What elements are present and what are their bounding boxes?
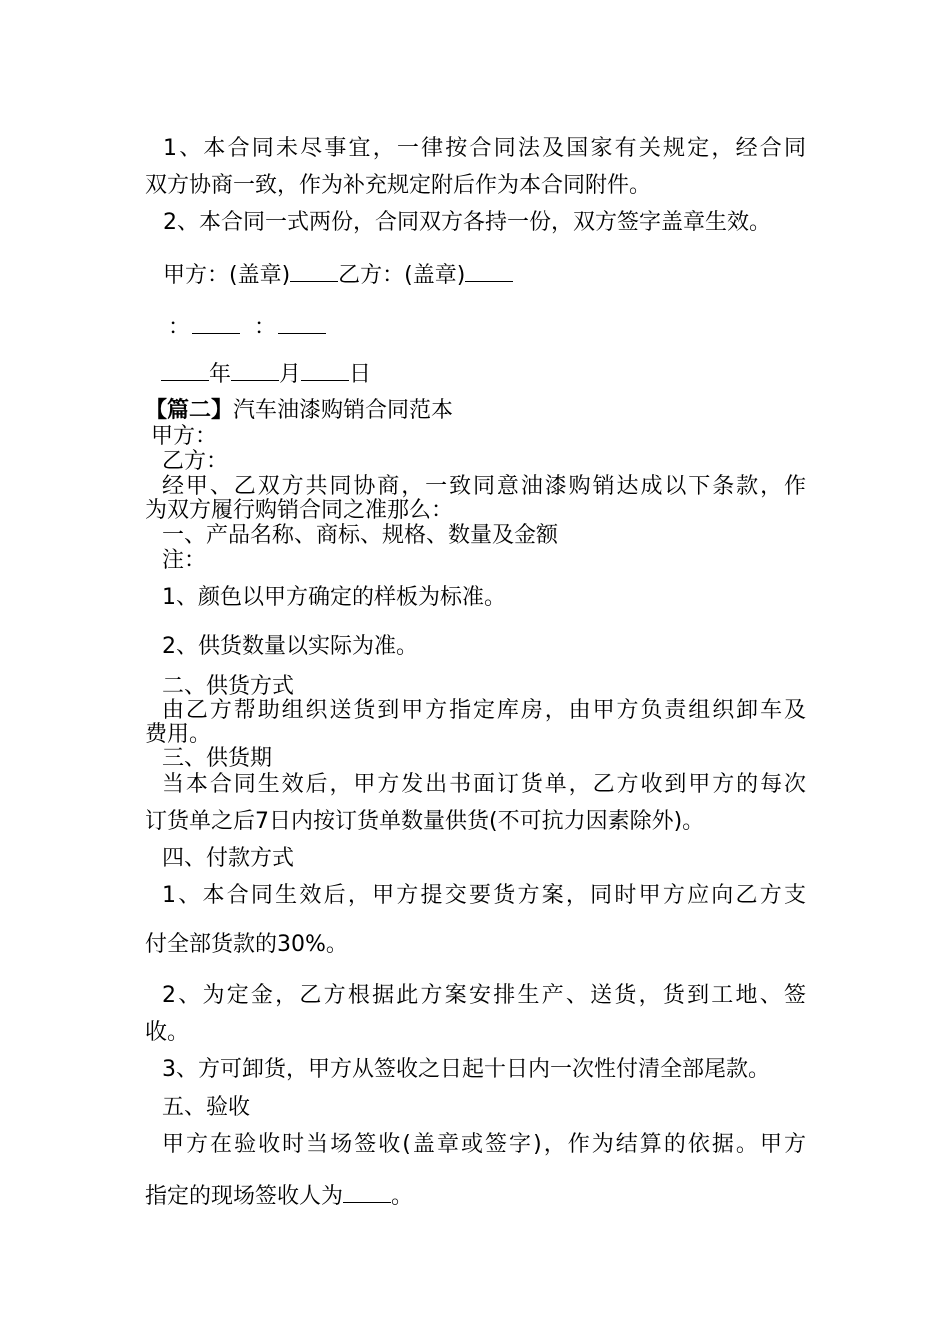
month-blank xyxy=(231,360,279,381)
colon-a: ： xyxy=(168,315,191,340)
title-tag: 篇二 xyxy=(167,398,212,423)
date-line xyxy=(161,360,371,388)
section-3-title: 三、供货期 xyxy=(162,746,273,771)
year-label: 年 xyxy=(209,362,232,387)
section-2-line-1: 由乙方帮助组织送货到甲方指定库房，由甲方负责组织卸车及 xyxy=(162,698,806,723)
representative-b-blank xyxy=(278,313,326,334)
section-4-title: 四、付款方式 xyxy=(162,846,295,871)
year-blank xyxy=(161,360,209,381)
party-b-seal-label: 乙方：(盖章) xyxy=(338,263,466,288)
note-2: 2、供货数量以实际为准。 xyxy=(162,634,418,659)
intro-line-2: 为双方履行购销合同之准那么： xyxy=(145,498,454,523)
clause-1-line-2: 双方协商一致，作为补充规定附后作为本合同附件。 xyxy=(145,173,652,198)
representative-a-blank xyxy=(192,313,240,334)
payment-1-line-2: 付全部货款的30%。 xyxy=(145,932,348,957)
day-blank xyxy=(301,360,349,381)
payment-2-line-1: 2、为定金，乙方根据此方案安排生产、送货，货到工地、签 xyxy=(162,983,806,1008)
title-text: 汽车油漆购销合同范本 xyxy=(233,398,454,423)
payment-1-line-1: 1、本合同生效后，甲方提交要货方案，同时甲方应向乙方支 xyxy=(162,883,806,908)
month-label: 月 xyxy=(279,362,302,387)
day-label: 日 xyxy=(349,362,372,387)
title-bracket-open: 【 xyxy=(145,398,168,423)
party-a: 甲方： xyxy=(151,424,218,449)
section-5-title: 五、验收 xyxy=(162,1095,251,1120)
payment-2-line-2: 收。 xyxy=(145,1020,190,1045)
note-label: 注： xyxy=(162,548,207,573)
colon-b: ： xyxy=(254,315,277,340)
party-b: 乙方： xyxy=(162,449,229,474)
clause-2: 2、本合同一式两份，合同双方各持一份，双方签字盖章生效。 xyxy=(163,210,771,235)
party-a-seal-blank xyxy=(290,261,338,282)
note-1: 1、颜色以甲方确定的样板为标准。 xyxy=(162,585,506,610)
receiver-blank xyxy=(343,1182,391,1203)
section-5-line-1: 甲方在验收时当场签收(盖章或签字)，作为结算的依据。甲方 xyxy=(162,1132,806,1157)
section-title xyxy=(145,398,453,424)
party-a-seal-label: 甲方：(盖章) xyxy=(163,263,291,288)
section-5-line-2 xyxy=(145,1182,413,1210)
section-1-title: 一、产品名称、商标、规格、数量及金额 xyxy=(162,523,559,548)
title-bracket-close: 】 xyxy=(211,398,234,423)
clause-1-line-1: 1、本合同未尽事宜，一律按合同法及国家有关规定，经合同 xyxy=(163,136,806,161)
receiver-period: 。 xyxy=(391,1184,414,1209)
representative-line xyxy=(168,313,326,341)
party-b-seal-blank xyxy=(465,261,513,282)
section-3-line-2: 订货单之后7日内按订货单数量供货(不可抗力因素除外)。 xyxy=(145,809,705,834)
section-3-line-1: 当本合同生效后，甲方发出书面订货单，乙方收到甲方的每次 xyxy=(162,772,806,797)
signature-line xyxy=(163,261,513,289)
intro-line-1: 经甲、乙双方共同协商，一致同意油漆购销达成以下条款，作 xyxy=(162,474,806,499)
section-2-line-2: 费用。 xyxy=(145,722,212,747)
payment-3: 3、方可卸货，甲方从签收之日起十日内一次性付清全部尾款。 xyxy=(162,1057,770,1082)
receiver-label: 指定的现场签收人为 xyxy=(145,1184,344,1209)
section-2-title: 二、供货方式 xyxy=(162,674,295,699)
